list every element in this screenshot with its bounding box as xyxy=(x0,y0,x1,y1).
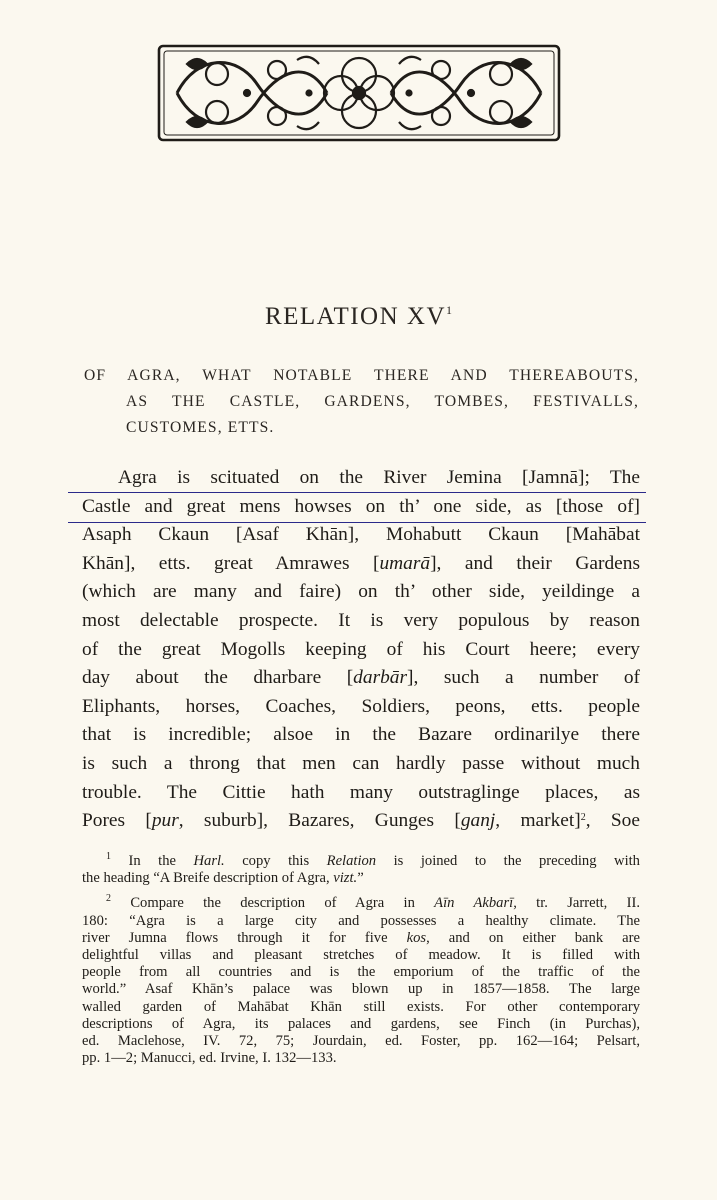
footnote-italic-run: Aīn Akbarī xyxy=(434,895,514,912)
footnote-italic-run: vizt. xyxy=(333,870,358,887)
footnote-text-run: is joined to the preceding with xyxy=(376,853,640,869)
footnote-italic-run: kos xyxy=(406,929,427,946)
footnote-2-line: walled garden of Mahābat Khān still exists. For other contemporary xyxy=(82,998,640,1015)
body-text-run: Khān], etts. great Amrawes [ xyxy=(82,552,380,574)
footnote-ref-2: 2 xyxy=(580,812,586,824)
body-line: Agra is scituated on the River Jemina [Jamnā]; The xyxy=(118,467,640,488)
body-line: most delectable prospecte. It is very populous by reason xyxy=(82,609,640,631)
body-text-run: , suburb], Bazares, Gunges [ xyxy=(178,810,461,832)
footnote-text-run: the heading “A Breife description of Agra, xyxy=(82,870,334,887)
body-text xyxy=(82,464,640,836)
body-line: of the great Mogolls keeping of his Court heere; every xyxy=(82,638,640,660)
footnote-2-line: pp. 1—2; Manucci, ed. Irvine, I. 132—133. xyxy=(82,1050,337,1067)
footnote-text-run: river Jumna flows through it for five xyxy=(82,929,407,946)
body-line: that is incredible; alsoe in the Bazare ordinarilye there xyxy=(82,724,640,746)
body-italic-run: darbār xyxy=(353,667,408,689)
body-text-run: ], and their Gardens xyxy=(430,552,640,574)
body-italic-run: pur xyxy=(151,810,179,832)
footnote-text-run: , and on either bank are xyxy=(426,929,640,946)
body-text-run: , market] xyxy=(495,810,581,832)
body-line xyxy=(82,807,640,836)
footnote-2-line: people from all countries and is the emporium of the traffic of the xyxy=(82,964,640,981)
body-text-run: Pores [ xyxy=(82,810,152,832)
footnote-italic-run: Relation xyxy=(326,853,377,869)
chapter-title-text: RELATION XV xyxy=(264,303,447,330)
footnote-1-line xyxy=(82,853,640,870)
subtitle-line: CUSTOMES, ETTS. xyxy=(126,419,275,436)
body-line: Castle and great mens howses on th’ one side, as [those of] xyxy=(82,495,640,517)
body-text-run: ], such a number of xyxy=(407,667,641,689)
body-line xyxy=(82,550,640,579)
footnote-2-line: world.” Asaf Khān’s palace was blown up in 1857—1858. The large xyxy=(82,981,640,998)
body-line xyxy=(82,664,640,693)
body-line: trouble. The Cittie hath many outstraglinge places, as xyxy=(82,781,640,803)
footnote-2-line xyxy=(82,930,640,947)
body-line: (which are many and faire) on th’ other side, yeildinge a xyxy=(82,581,640,603)
footnote-2-mark: 2 xyxy=(106,893,111,905)
footnote-italic-run: Harl. xyxy=(193,853,225,869)
footnote-1-mark: 1 xyxy=(106,851,111,862)
subtitle-line: AS THE CASTLE, GARDENS, TOMBES, FESTIVALLS, xyxy=(126,393,639,410)
body-line: Asaph Ckaun [Asaf Khān], Mohabutt Ckaun [Mahābat xyxy=(82,524,640,546)
footnote-2-line: descriptions of Agra, its palaces and gardens, see Finch (in Purchas), xyxy=(82,1015,640,1032)
footnote-2-line: ed. Maclehose, IV. 72, 75; Jourdain, ed. Foster, pp. 162—164; Pelsart, xyxy=(82,1033,640,1050)
subtitle-line: OF AGRA, WHAT NOTABLE THERE AND THEREABOUTS, xyxy=(84,367,639,384)
body-italic-run: umarā xyxy=(379,552,431,574)
footnote-1-line xyxy=(82,870,640,887)
footnote-text-run: copy this xyxy=(224,853,327,869)
body-text-run: day about the dharbare [ xyxy=(82,667,354,689)
footnote-text-run: In the xyxy=(128,853,194,869)
footnote-2-line xyxy=(82,895,640,912)
chapter-title xyxy=(0,303,717,331)
footnote-2-line: delightful villas and pleasant stretches of meadow. It is filled with xyxy=(82,947,640,964)
footnote-text-run: , tr. Jarrett, II. xyxy=(513,895,640,912)
chapter-subtitle xyxy=(84,363,639,441)
footnotes xyxy=(82,853,640,1067)
ornamental-headpiece xyxy=(157,44,561,142)
body-italic-run: ganj xyxy=(460,810,496,832)
body-line: is such a throng that men can hardly passe without much xyxy=(82,752,640,774)
footnote-2-line: 180: “Agra is a large city and possesses a healthy climate. The xyxy=(82,912,640,929)
title-footnote-mark: 1 xyxy=(446,303,453,317)
footnote-text-run: Compare the description of Agra in xyxy=(130,895,435,912)
footnote-text-run: ” xyxy=(357,870,364,887)
body-line: Eliphants, horses, Coaches, Soldiers, peons, etts. people xyxy=(82,695,640,717)
body-text-run: , Soe xyxy=(585,810,640,832)
